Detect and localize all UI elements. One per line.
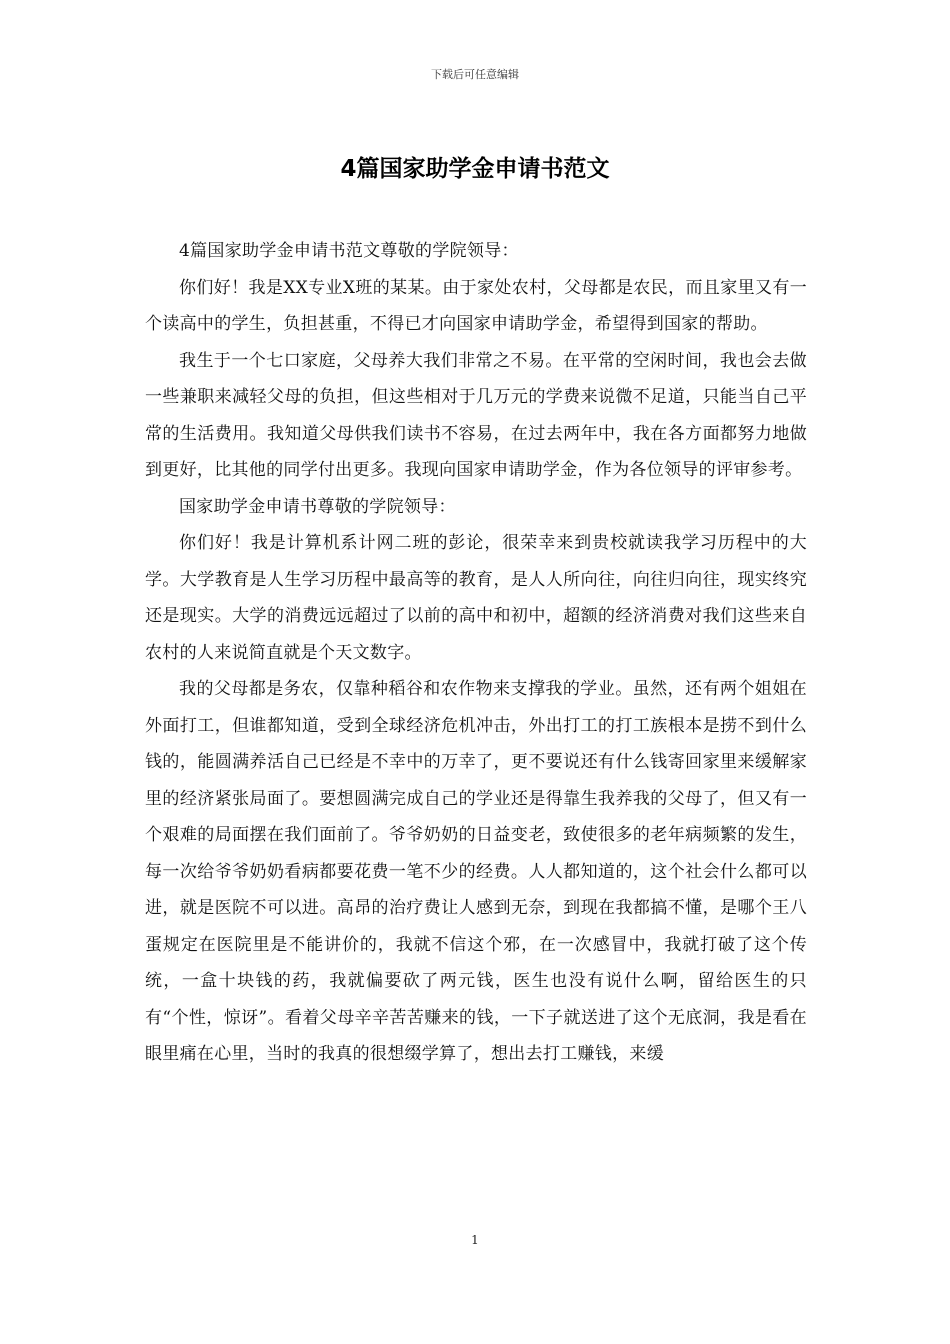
paragraph-intro: 4篇国家助学金申请书范文尊敬的学院领导： <box>179 241 519 261</box>
paragraph-3: 你们好！我是计算机系计网二班的彭论，很荣幸来到贵校就读我学习历程中的大学。大学教育是人生学习历程中最高等的教育，是人人所向往，向往归向往，现实终究还是现实。大学的消费远远超过了以前的高中和初中，超额的经济消费对我们这些来自农村的人来说简直就是个天文数字。 <box>145 533 807 663</box>
document-body <box>145 233 807 1073</box>
header-note: 下载后可任意编辑 <box>431 68 519 81</box>
paragraph-2: 我生于一个七口家庭，父母养大我们非常之不易。在平常的空闲时间，我也会去做一些兼职来减轻父母的负担，但这些相对于几万元的学费来说微不足道，只能当自己平常的生活费用。我知道父母供我们读书不容易，在过去两年中，我在各方面都努力地做到更好，比其他的同学付出更多。我现向国家申请助学金，作为各位领导的评审参考。 <box>145 350 807 480</box>
paragraph-heading-2: 国家助学金申请书尊敬的学院领导： <box>179 496 456 517</box>
page-number: 1 <box>471 1233 479 1247</box>
paragraph-1: 你们好！我是XX专业X班的某某。由于家处农村，父母都是农民，而且家里又有一个读高中的学生，负担甚重，不得已才向国家申请助学金，希望得到国家的帮助。 <box>145 277 807 334</box>
paragraph-4: 我的父母都是务农，仅靠种稻谷和农作物来支撑我的学业。虽然，还有两个姐姐在外面打工，但谁都知道，受到全球经济危机冲击，外出打工的打工族根本是捞不到什么钱的，能圆满养活自己已经是不幸中的万幸了，更不要说还有什么钱寄回家里来缓解家里的经济紧张局面了。要想圆满完成自己的学业还是得靠生我养我的父母了，但又有一个艰难的局面摆在我们面前了。爷爷奶奶的日益变老，致使很多的老年病频繁的发生，每一次给爷爷奶奶看病都要花费一笔不少的经费。人人都知道的，这个社会什么都可以进，就是医院不可以进。高昂的治疗费让人感到无奈，到现在我都搞不懂，是哪个王八蛋规定在医院里是不能讲价的，我就不信这个邪，在一次感冒中，我就打破了这个传统，一盒十块钱的药，我就偏要砍了两元钱，医生也没有说什么啊，留给医生的只有“个性，惊讶”。看着父母辛辛苦苦赚来的钱，一下子就送进了这个无底洞，我是看在眼里痛在心里，当时的我真的很想缀学算了，想出去打工赚钱，来缓 <box>145 679 807 1064</box>
document-title: 4篇国家助学金申请书范文 <box>340 156 610 182</box>
